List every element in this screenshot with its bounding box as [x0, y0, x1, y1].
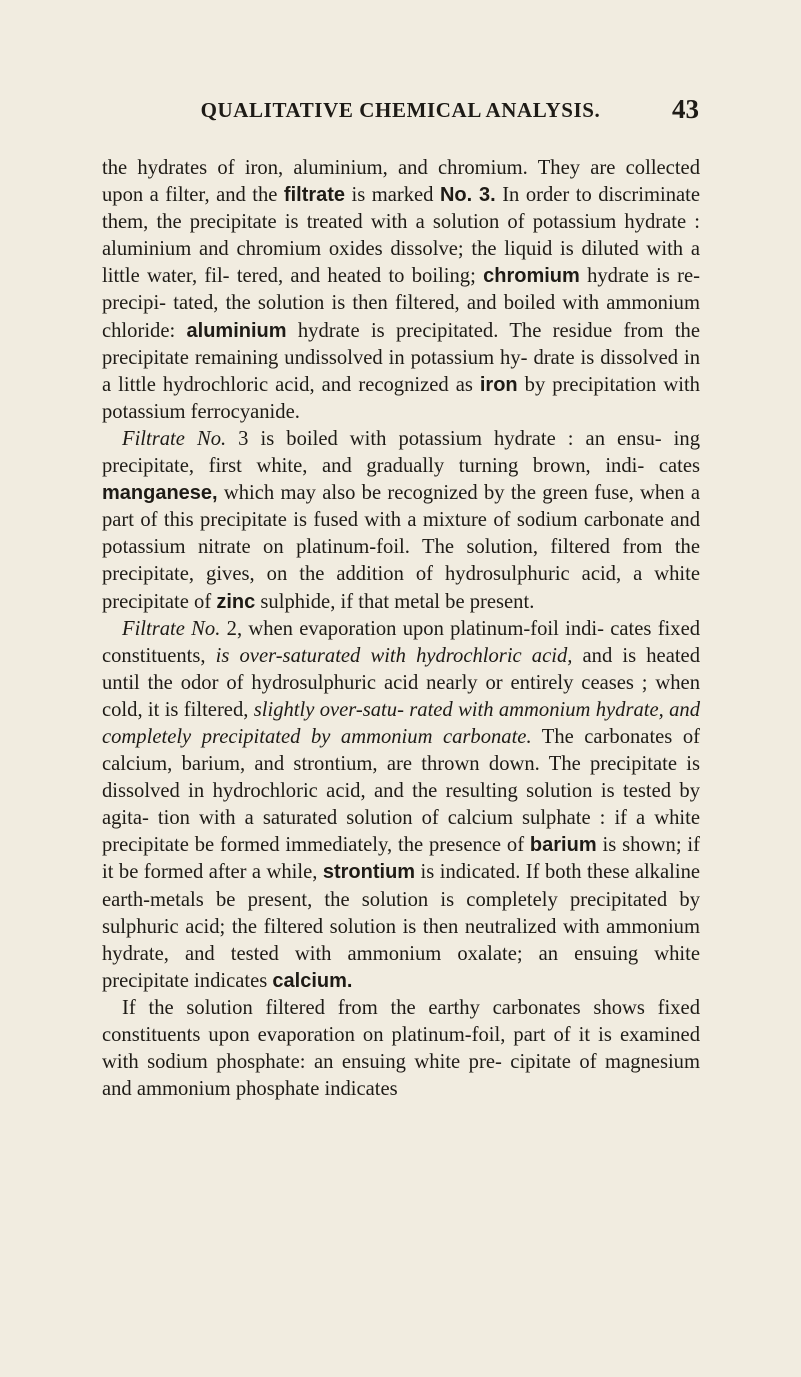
italic-text: is over-saturated with hydrochloric acid,	[215, 644, 573, 667]
italic-text: Filtrate No.	[122, 617, 221, 640]
bold-term: barium	[529, 834, 597, 857]
text-run: The carbonates of calcium, barium, and strontium, are thrown down. The precipitate is dissolved in hydrochloric acid, and the resulting solution is tested by agita- tion with a saturated solution of calcium sulphate : if a white precipitate be formed immediately, the presence of	[102, 725, 700, 857]
paragraph	[102, 426, 700, 616]
text-run: is indicated. If both these alkaline earth-metals be present, the solution is completely precipitated by sulphuric acid; the filtered solution is then neutralized with ammonium hydrate, and tested with ammonium oxalate; an ensuing white precipitate indicates	[102, 861, 701, 992]
bold-term: manganese,	[102, 482, 218, 505]
text-run: 3 is boiled with potassium hydrate : an ensu- ing precipitate, first white, and gradually turning brown, indi- cates	[102, 427, 700, 478]
text-run: If the solution filtered from the earthy carbonates shows fixed constituents upon evaporation on platinum-foil, part of it is examined with sodium phosphate: an ensuing white pre- cipitate of magnesium and ammonium phosphate indicates	[102, 996, 700, 1101]
text-run: sulphide, if that metal be present.	[255, 590, 535, 613]
body-text	[102, 155, 700, 1103]
text-run: hydrate is precipitated. The residue from the precipitate remaining undissolved in potassium hy- drate is dissolved in a little hydrochloric acid, and recognized as	[102, 319, 700, 396]
text-run: In order to discriminate them, the precipitate is treated with a solution of potassium hydrate : aluminium and chromium oxides dissolve; the liquid is diluted with a little water, fil- tered, and heated to boiling;	[102, 184, 701, 288]
paragraph	[102, 995, 700, 1103]
text-run: is shown; if it be formed after a while,	[102, 834, 701, 884]
text-run: 2, when evaporation upon platinum-foil indi- cates fixed constituents,	[102, 617, 701, 667]
text-run: and is heated until the odor of hydrosulphuric acid nearly or entirely ceases ; when cold, it is filtered,	[102, 644, 700, 721]
text-run: hydrate is re-precipi- tated, the solution is then filtered, and boiled with ammonium chloride:	[102, 265, 700, 342]
text-run: the hydrates of iron, aluminium, and chromium. They are collected upon a filter, and the	[102, 157, 700, 207]
page-header	[0, 94, 801, 138]
text-run: by precipitation with potassium ferrocyanide.	[102, 373, 700, 423]
bold-term: No. 3.	[439, 184, 496, 207]
bold-term: filtrate	[283, 184, 346, 207]
bold-term: iron	[479, 373, 518, 396]
bold-term: zinc	[216, 590, 256, 613]
italic-text: Filtrate No.	[122, 427, 227, 450]
bold-term: chromium	[483, 265, 580, 288]
page-number: 43	[672, 94, 699, 124]
running-title: QUALITATIVE CHEMICAL ANALYSIS.	[200, 98, 601, 122]
paragraph	[102, 616, 700, 995]
text-run: is marked	[345, 184, 440, 207]
bold-term: aluminium	[186, 319, 287, 342]
bold-term: strontium	[322, 861, 416, 884]
text-run: which may also be recognized by the green fuse, when a part of this precipitate is fused with a mixture of sodium carbonate and potassium nitrate on platinum-foil. The solution, filtered from the precipitate, gives, on the addition of hydrosulphuric acid, a white precipitate of	[102, 482, 700, 613]
italic-text: slightly over-satu- rated with ammonium hydrate, and completely precipitated by ammonium carbonate.	[102, 698, 701, 748]
bold-term: calcium.	[272, 969, 353, 992]
paragraph	[102, 155, 700, 426]
